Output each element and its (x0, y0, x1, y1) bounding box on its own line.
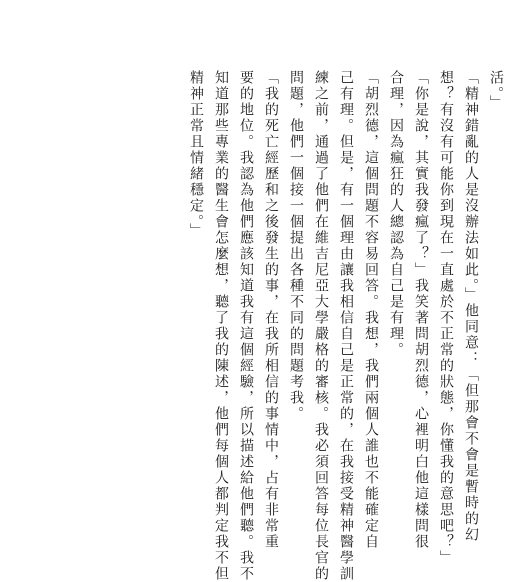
text-line: 「精神錯亂的人是沒辦法如此。」他同意：「但那會不會是暫時的幻 (463, 70, 479, 543)
text-line: 己有理。但是，有一個理由讓我相信自己是正常的，在我接受精神醫學訓 (338, 70, 354, 582)
text-line: 「胡烈德，這個問題不容易回答。我想，我們兩個人誰也不能確定自 (363, 70, 379, 550)
text-line: 問題，他們一個接一個提出各種不同的問題考我。 (288, 70, 304, 422)
text-line: 「你是說，其實我發瘋了？」我笑著問胡烈德，心裡明白他這樣問很 (413, 70, 429, 550)
text-line: 練之前，通過了他們在維吉尼亞大學嚴格的審核。我必須回答每位長官的 (313, 70, 329, 582)
text-line: 想？有沒有可能你到現在一直處於不正常的狀態，你懂我的意思吧？」 (438, 70, 454, 566)
text-line: 要的地位。我認為他們應該知道我有這個經驗，所以描述給他們聽。我不 (238, 70, 254, 582)
text-line: 活。」 (488, 70, 504, 111)
text-line: 「我的死亡經歷和之後發生的事，在我所相信的事情中，占有非常重 (263, 70, 279, 550)
text-line: 精神正常且情緒穩定。」 (188, 70, 204, 239)
text-line: 合理，因為瘋狂的人總認為自己是有理。 (388, 70, 404, 358)
text-line: 知道那些專業的醫生會怎麼想，聽了我的陳述，他們每個人都判定我不但 (213, 70, 229, 582)
